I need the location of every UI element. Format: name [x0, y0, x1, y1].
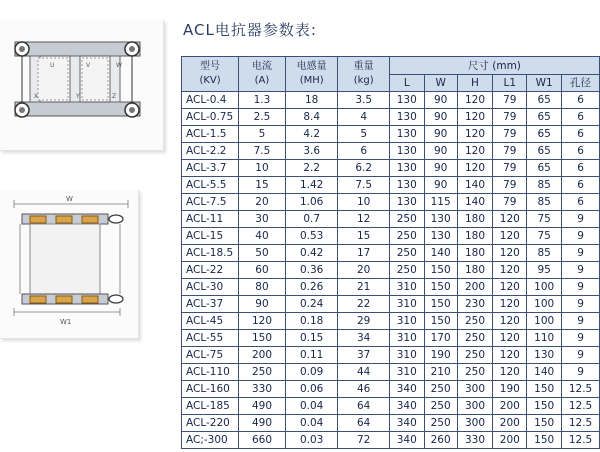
- table-row: [182, 398, 600, 415]
- table-cell: 130: [389, 126, 424, 143]
- table-row: [182, 160, 600, 177]
- reactor-top-view-figure: [0, 20, 164, 151]
- table-cell: 60: [239, 262, 286, 279]
- table-cell: 340: [389, 381, 424, 398]
- table-cell: 21: [338, 279, 389, 296]
- table-cell: 65: [527, 126, 562, 143]
- table-cell: 120: [493, 330, 527, 347]
- table-cell: ACL-160: [182, 381, 239, 398]
- table-cell: 9: [562, 313, 600, 330]
- table-cell: 79: [493, 143, 527, 160]
- table-cell: 660: [239, 432, 286, 449]
- table-row: [182, 415, 600, 432]
- table-cell: 300: [457, 415, 493, 432]
- table-cell: 9: [562, 245, 600, 262]
- table-cell: 90: [239, 296, 286, 313]
- table-cell: 150: [527, 381, 562, 398]
- table-cell: 1.3: [239, 92, 286, 109]
- terminal-label-w: W: [116, 62, 122, 69]
- table-cell: 6: [562, 126, 600, 143]
- header-size-h: H: [457, 75, 493, 92]
- table-cell: 170: [424, 330, 457, 347]
- table-cell: 90: [424, 126, 457, 143]
- table-cell: 120: [493, 245, 527, 262]
- table-cell: 190: [493, 381, 527, 398]
- table-cell: 150: [527, 398, 562, 415]
- table-cell: 12.5: [562, 381, 600, 398]
- table-cell: 15: [338, 228, 389, 245]
- table-row: [182, 381, 600, 398]
- table-cell: 150: [424, 262, 457, 279]
- table-row: [182, 364, 600, 381]
- table-cell: 8.4: [285, 109, 338, 126]
- table-cell: 0.26: [285, 279, 338, 296]
- terminal-label-z: Z: [112, 93, 117, 100]
- table-cell: 2.5: [239, 109, 286, 126]
- table-cell: AC;-300: [182, 432, 239, 449]
- table-cell: 130: [389, 92, 424, 109]
- table-cell: 200: [493, 432, 527, 449]
- table-cell: 120: [493, 262, 527, 279]
- table-cell: 4.2: [285, 126, 338, 143]
- table-cell: 3.5: [338, 92, 389, 109]
- table-cell: 250: [457, 347, 493, 364]
- table-cell: ACL-5.5: [182, 177, 239, 194]
- table-cell: 0.36: [285, 262, 338, 279]
- header-size-w1: W1: [527, 75, 562, 92]
- table-cell: 90: [424, 109, 457, 126]
- table-cell: 34: [338, 330, 389, 347]
- table-cell: 9: [562, 262, 600, 279]
- table-row: [182, 330, 600, 347]
- table-cell: 0.09: [285, 364, 338, 381]
- table-row: [182, 313, 600, 330]
- table-row: [182, 177, 600, 194]
- table-cell: 310: [389, 313, 424, 330]
- table-cell: 140: [424, 245, 457, 262]
- table-cell: 64: [338, 415, 389, 432]
- parameter-table: [181, 56, 600, 449]
- table-cell: 5: [239, 126, 286, 143]
- table-cell: 3.6: [285, 143, 338, 160]
- table-cell: 46: [338, 381, 389, 398]
- table-cell: 130: [424, 211, 457, 228]
- table-cell: ACL-15: [182, 228, 239, 245]
- table-cell: 250: [239, 364, 286, 381]
- table-cell: ACL-11: [182, 211, 239, 228]
- table-row: [182, 262, 600, 279]
- table-cell: 200: [239, 347, 286, 364]
- table-cell: 180: [457, 245, 493, 262]
- table-cell: 250: [457, 330, 493, 347]
- table-row: [182, 143, 600, 160]
- table-cell: 12.5: [562, 432, 600, 449]
- table-cell: 0.42: [285, 245, 338, 262]
- header-size-w: W: [424, 75, 457, 92]
- table-cell: 64: [338, 398, 389, 415]
- table-cell: 85: [527, 177, 562, 194]
- table-cell: 120: [493, 279, 527, 296]
- dimension-label-w: W: [66, 195, 73, 203]
- table-cell: 330: [239, 381, 286, 398]
- table-row: [182, 228, 600, 245]
- table-cell: 260: [424, 432, 457, 449]
- reactor-side-view-figure: [0, 190, 139, 339]
- table-cell: 100: [527, 279, 562, 296]
- table-cell: 115: [424, 194, 457, 211]
- table-cell: 12.5: [562, 415, 600, 432]
- table-cell: 250: [457, 313, 493, 330]
- table-cell: 9: [562, 211, 600, 228]
- table-cell: 0.15: [285, 330, 338, 347]
- table-cell: 300: [457, 381, 493, 398]
- table-cell: 9: [562, 330, 600, 347]
- table-cell: 12: [338, 211, 389, 228]
- table-cell: 6.2: [338, 160, 389, 177]
- table-cell: 120: [493, 228, 527, 245]
- table-cell: 120: [457, 126, 493, 143]
- table-cell: 85: [527, 245, 562, 262]
- reactor-top-view-drawing: [0, 20, 163, 150]
- table-cell: 65: [527, 160, 562, 177]
- table-cell: 340: [389, 432, 424, 449]
- table-cell: 120: [493, 296, 527, 313]
- terminal-label-v: V: [86, 62, 91, 69]
- header-size-l1: L1: [493, 75, 527, 92]
- table-cell: 250: [389, 245, 424, 262]
- table-cell: 120: [493, 211, 527, 228]
- table-row: [182, 279, 600, 296]
- table-cell: ACL-18.5: [182, 245, 239, 262]
- parameter-table-body: [182, 92, 600, 449]
- table-cell: 180: [457, 228, 493, 245]
- table-row: [182, 245, 600, 262]
- table-cell: ACL-0.75: [182, 109, 239, 126]
- table-cell: 150: [424, 279, 457, 296]
- table-cell: 130: [389, 109, 424, 126]
- table-cell: 79: [493, 109, 527, 126]
- table-cell: 180: [457, 211, 493, 228]
- table-cell: 9: [562, 347, 600, 364]
- table-cell: 65: [527, 143, 562, 160]
- table-cell: 6: [562, 194, 600, 211]
- table-cell: 120: [493, 313, 527, 330]
- table-cell: 9: [562, 228, 600, 245]
- table-cell: 150: [239, 330, 286, 347]
- table-cell: 44: [338, 364, 389, 381]
- table-cell: 2.2: [285, 160, 338, 177]
- table-cell: 79: [493, 160, 527, 177]
- table-cell: 250: [389, 262, 424, 279]
- table-cell: 490: [239, 415, 286, 432]
- table-cell: 30: [239, 211, 286, 228]
- table-cell: 180: [457, 262, 493, 279]
- table-cell: 6: [562, 160, 600, 177]
- table-cell: 130: [389, 194, 424, 211]
- table-cell: 130: [527, 347, 562, 364]
- header-model-unit: (KV): [199, 75, 221, 86]
- table-cell: 120: [457, 109, 493, 126]
- table-cell: 0.7: [285, 211, 338, 228]
- table-cell: 0.06: [285, 381, 338, 398]
- table-cell: 150: [424, 313, 457, 330]
- table-cell: 340: [389, 398, 424, 415]
- table-cell: 130: [389, 160, 424, 177]
- terminal-label-x: X: [34, 93, 39, 100]
- table-cell: 20: [338, 262, 389, 279]
- table-cell: 210: [424, 364, 457, 381]
- table-cell: 110: [527, 330, 562, 347]
- table-cell: 90: [424, 143, 457, 160]
- table-cell: 130: [389, 177, 424, 194]
- table-cell: 85: [527, 194, 562, 211]
- table-cell: 120: [239, 313, 286, 330]
- table-cell: 7.5: [338, 177, 389, 194]
- table-cell: 0.24: [285, 296, 338, 313]
- table-cell: 150: [527, 415, 562, 432]
- table-cell: 90: [424, 160, 457, 177]
- table-cell: 310: [389, 364, 424, 381]
- table-cell: 250: [389, 211, 424, 228]
- table-cell: 130: [389, 143, 424, 160]
- table-cell: 80: [239, 279, 286, 296]
- table-cell: 310: [389, 330, 424, 347]
- table-cell: 1.06: [285, 194, 338, 211]
- header-size: 尺寸 (mm): [389, 57, 599, 75]
- page-title: ACL电抗器参数表:: [183, 21, 317, 39]
- table-cell: 9: [562, 296, 600, 313]
- table-cell: 330: [457, 432, 493, 449]
- table-cell: ACL-55: [182, 330, 239, 347]
- table-cell: 100: [527, 313, 562, 330]
- table-cell: 150: [527, 432, 562, 449]
- table-cell: 9: [562, 364, 600, 381]
- table-row: [182, 92, 600, 109]
- table-cell: ACL-2.2: [182, 143, 239, 160]
- table-row: [182, 194, 600, 211]
- table-cell: 200: [493, 398, 527, 415]
- table-cell: 250: [424, 381, 457, 398]
- table-cell: 0.04: [285, 415, 338, 432]
- table-cell: 7.5: [239, 143, 286, 160]
- table-cell: 75: [527, 211, 562, 228]
- table-cell: 0.11: [285, 347, 338, 364]
- table-cell: 120: [457, 160, 493, 177]
- table-cell: 65: [527, 109, 562, 126]
- table-cell: 50: [239, 245, 286, 262]
- table-row: [182, 109, 600, 126]
- header-model: [182, 57, 239, 92]
- table-cell: 20: [239, 194, 286, 211]
- header-current-label: 电流: [251, 61, 272, 72]
- table-cell: ACL-110: [182, 364, 239, 381]
- table-cell: 79: [493, 177, 527, 194]
- header-current: [239, 57, 286, 92]
- terminal-label-u: U: [50, 62, 55, 69]
- table-cell: 230: [457, 296, 493, 313]
- table-cell: ACL-0.4: [182, 92, 239, 109]
- table-cell: 6: [562, 177, 600, 194]
- table-cell: 310: [389, 347, 424, 364]
- header-size-l: L: [389, 75, 424, 92]
- table-cell: 6: [338, 143, 389, 160]
- table-cell: 490: [239, 398, 286, 415]
- table-cell: 120: [493, 347, 527, 364]
- table-cell: 200: [457, 279, 493, 296]
- table-cell: 12.5: [562, 398, 600, 415]
- table-cell: 9: [562, 279, 600, 296]
- table-cell: 340: [389, 415, 424, 432]
- table-cell: 310: [389, 296, 424, 313]
- table-cell: 40: [239, 228, 286, 245]
- table-cell: 250: [457, 364, 493, 381]
- table-cell: 90: [424, 177, 457, 194]
- header-weight-unit: (kg): [353, 75, 374, 86]
- table-cell: 1.42: [285, 177, 338, 194]
- table-cell: 310: [389, 279, 424, 296]
- table-cell: 37: [338, 347, 389, 364]
- table-row: [182, 211, 600, 228]
- table-cell: 250: [389, 228, 424, 245]
- table-cell: 250: [424, 398, 457, 415]
- table-cell: 6: [562, 109, 600, 126]
- header-model-label: 型号: [200, 61, 221, 72]
- table-cell: ACL-7.5: [182, 194, 239, 211]
- terminal-label-y: Y: [76, 93, 80, 100]
- table-cell: 0.04: [285, 398, 338, 415]
- table-cell: 100: [527, 296, 562, 313]
- table-cell: 150: [424, 296, 457, 313]
- table-cell: 0.18: [285, 313, 338, 330]
- table-row: [182, 126, 600, 143]
- header-hole-diameter: 孔径: [562, 75, 600, 92]
- table-cell: 0.53: [285, 228, 338, 245]
- header-current-unit: (A): [254, 75, 270, 86]
- table-cell: 250: [424, 415, 457, 432]
- table-row: [182, 296, 600, 313]
- table-cell: ACL-3.7: [182, 160, 239, 177]
- table-cell: 29: [338, 313, 389, 330]
- table-row: [182, 347, 600, 364]
- table-cell: 10: [239, 160, 286, 177]
- table-cell: ACL-30: [182, 279, 239, 296]
- table-cell: 79: [493, 194, 527, 211]
- table-cell: 17: [338, 245, 389, 262]
- table-cell: 18: [285, 92, 338, 109]
- table-cell: 120: [457, 92, 493, 109]
- table-cell: 0.03: [285, 432, 338, 449]
- table-cell: 140: [457, 177, 493, 194]
- table-cell: 4: [338, 109, 389, 126]
- table-cell: 72: [338, 432, 389, 449]
- table-row: [182, 432, 600, 449]
- table-cell: ACL-185: [182, 398, 239, 415]
- reactor-side-view-drawing: [0, 190, 138, 338]
- table-cell: 95: [527, 262, 562, 279]
- table-cell: 6: [562, 92, 600, 109]
- table-cell: 5: [338, 126, 389, 143]
- table-cell: ACL-37: [182, 296, 239, 313]
- table-cell: 22: [338, 296, 389, 313]
- table-cell: 15: [239, 177, 286, 194]
- table-cell: 90: [424, 92, 457, 109]
- table-cell: 79: [493, 126, 527, 143]
- table-cell: 75: [527, 228, 562, 245]
- table-cell: 10: [338, 194, 389, 211]
- table-cell: ACL-75: [182, 347, 239, 364]
- table-cell: 79: [493, 92, 527, 109]
- table-cell: 130: [424, 228, 457, 245]
- table-cell: 300: [457, 398, 493, 415]
- table-cell: 65: [527, 92, 562, 109]
- table-cell: ACL-220: [182, 415, 239, 432]
- header-weight: [338, 57, 389, 92]
- table-cell: 120: [457, 143, 493, 160]
- header-inductance: [285, 57, 338, 92]
- table-cell: 120: [493, 364, 527, 381]
- table-cell: ACL-22: [182, 262, 239, 279]
- dimension-label-w1: W1: [60, 318, 72, 326]
- table-cell: 140: [457, 194, 493, 211]
- table-cell: ACL-45: [182, 313, 239, 330]
- table-cell: 6: [562, 143, 600, 160]
- header-inductance-label: 电感量: [296, 61, 327, 72]
- table-cell: 140: [527, 364, 562, 381]
- table-cell: 190: [424, 347, 457, 364]
- header-weight-label: 重量: [353, 61, 374, 72]
- header-inductance-unit: (MH): [299, 75, 324, 86]
- table-cell: ACL-1.5: [182, 126, 239, 143]
- table-cell: 200: [493, 415, 527, 432]
